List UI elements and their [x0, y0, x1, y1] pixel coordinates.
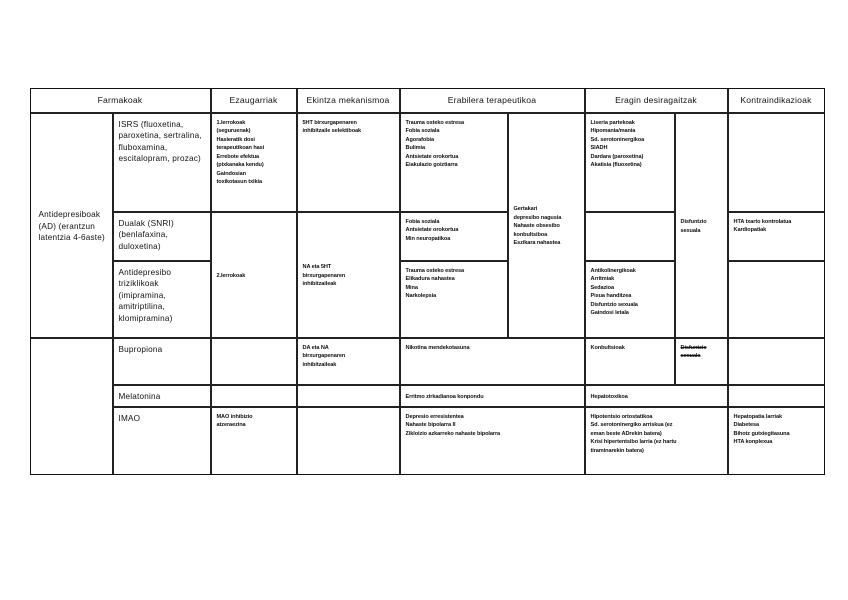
drug-name: Bupropiona — [118, 344, 163, 354]
list-item: Antsietate orokortua — [405, 227, 459, 233]
imao-ezaugarriak — [211, 407, 297, 475]
empty-cell — [297, 385, 400, 407]
isrs-eragin — [585, 113, 675, 212]
list-item: 5HT birxurgapenaren — [302, 119, 357, 126]
list-item: Gaindosian — [216, 170, 246, 177]
list-item: Depresio erresistentea — [405, 413, 464, 420]
list-item: Bihotz gutxiegitasuna — [733, 430, 790, 437]
list-item: inhibitzaile selektiboak — [302, 128, 362, 134]
list-item: eman beste ADrekin batera) — [590, 430, 662, 437]
list-item: Narkolepsia — [405, 293, 437, 299]
isrs-ezaugarriak — [211, 113, 297, 212]
list-item: HTA txarto kontrolatua — [733, 218, 792, 225]
list-item: Eszikara nahastea — [513, 240, 561, 247]
bupropiona-eragin — [585, 338, 675, 385]
list-item: Sd. serotoninergikoa — [590, 136, 645, 143]
header-eragin-desiragaitzak: Eragin desiragaitzak — [585, 88, 728, 113]
shared-ekintza — [297, 212, 400, 338]
shared-erabilera — [508, 113, 585, 338]
list-item: Sedazioa — [590, 284, 614, 291]
list-item: Trauma osteko estresa — [405, 119, 465, 126]
header-farmakoak: Farmakoak — [30, 88, 211, 113]
shared-ezaugarriak — [211, 212, 297, 338]
list-item: inhibitzaileak — [302, 361, 337, 368]
list-item: Disfuntzio sexuala — [590, 301, 638, 308]
list-item: (seguruenak) — [216, 128, 251, 134]
shared-erabilera-list — [514, 205, 562, 248]
drug-imao — [113, 407, 211, 475]
list-item: Bulimia — [405, 145, 426, 151]
list-item: toxikotasun txikia — [216, 179, 262, 185]
list-item: Min neuropatikoa — [405, 235, 451, 242]
empty-cell — [211, 385, 297, 407]
list-item: Dardara (paroxetina) — [590, 153, 644, 160]
list-item: Mina — [405, 284, 418, 291]
list-item: konbultsiboa — [513, 231, 548, 238]
list-item: Fobia soziala — [405, 218, 440, 225]
melatonina-erabilera — [400, 385, 585, 407]
list-item: Agorafobia — [405, 136, 435, 143]
header-erabilera-terapeutikoa: Erabilera terapeutikoa — [400, 88, 585, 113]
dualak-erabilera — [400, 212, 508, 261]
list-item: sexuala — [680, 227, 701, 234]
imao-eragin — [585, 407, 728, 475]
drug-triziklikoak — [113, 261, 211, 338]
empty-cell — [585, 212, 675, 261]
list-item: Akatisia (fluoxetina) — [590, 162, 642, 168]
shared-eragin — [675, 113, 728, 338]
list-item: Nahaste bipolarra II — [405, 422, 456, 428]
trizikl-eragin — [585, 261, 675, 338]
drug-name: Dualak (SNRI) (benlafaxina, duloxetina) — [118, 218, 174, 251]
empty-cell — [728, 113, 825, 212]
list-item: Hasieratik dosi — [216, 136, 255, 143]
list-item: Eiakulazio goiztiarra — [405, 162, 458, 168]
drug-dualak — [113, 212, 211, 261]
group-label: Antidepresiboak (AD) (erantzun latentzia 4-6aste) — [38, 210, 105, 243]
list-item: MAO inhibizio — [216, 413, 253, 420]
bupropiona-ekintza — [297, 338, 400, 385]
list-item: SIADH — [590, 145, 608, 151]
shared-ezaugarriak-text: 2.lerrokoak — [216, 272, 246, 279]
drug-melatonina — [113, 385, 211, 407]
eragin-text: Konbultsioak — [590, 344, 625, 351]
list-item: 1.lerrokoak — [216, 119, 246, 126]
list-item: HTA konplexua — [733, 439, 773, 445]
trizikl-erabilera — [400, 261, 508, 338]
list-item: Gertakari — [513, 206, 538, 213]
list-item: Liseria partekoak — [590, 119, 635, 126]
list-item: Krisi hipertentsibo larria (ez hartu — [590, 439, 677, 445]
list-item: Hipomania/mania — [590, 128, 636, 134]
list-item: Fobia soziala — [405, 128, 440, 134]
shared-ekintza-list — [303, 263, 346, 289]
list-item: tiraminarekin batera) — [590, 447, 644, 454]
empty-cell — [728, 385, 825, 407]
isrs-erabilera — [400, 113, 508, 212]
list-item: Elikadura nahastea — [405, 276, 455, 282]
list-item: Antsietate orokortua — [405, 153, 459, 160]
list-item: Disfuntzio — [680, 344, 707, 351]
drug-name: Antidepresibo triziklikoak (imipramina, amitriptilina, klomipramina) — [118, 267, 173, 323]
list-item: (pixkanaka kendu) — [216, 162, 264, 168]
bupropiona-erabilera — [400, 338, 585, 385]
drug-name: ISRS (fluoxetina, paroxetina, sertralina, fluboxamina, escitalopram, prozac) — [118, 119, 202, 163]
list-item: Zikloizio azkarreko nahaste bipolarra — [405, 430, 501, 437]
header-ezaugarriak: Ezaugarriak — [211, 88, 297, 113]
list-item: sexuala — [680, 353, 701, 359]
list-item: NA eta 5HT — [302, 264, 332, 271]
list-item: birxurgapenaren — [302, 353, 346, 359]
bupropiona-eragin-struck — [675, 338, 728, 385]
list-item: Hepatopatia larriak — [733, 413, 782, 420]
eragin-text: Hepatotoxikoa — [590, 393, 628, 400]
drug-bupropiona — [113, 338, 211, 385]
drug-name: IMAO — [118, 413, 141, 423]
group-antidepresiboak — [30, 113, 113, 338]
list-item: Sd. serotoninergiko arriskua (ez — [590, 422, 673, 428]
list-item: Pisua handitzea — [590, 293, 632, 299]
drug-isrs — [113, 113, 211, 212]
list-item: Disfuntzio — [680, 219, 707, 225]
drug-name: Melatonina — [118, 391, 161, 401]
list-item: Diabetesa — [733, 422, 760, 428]
melatonina-eragin — [585, 385, 728, 407]
empty-cell — [211, 338, 297, 385]
empty-cell — [728, 338, 825, 385]
shared-eragin-list — [681, 218, 707, 235]
list-item: Errebote efektua — [216, 153, 260, 160]
list-item: Arritmiak — [590, 276, 615, 282]
list-item: Antikolinergikoak — [590, 267, 636, 274]
list-item: terapeutikoan hasi — [216, 145, 265, 151]
list-item: Gaindosi letala — [590, 310, 629, 316]
list-item: DA eta NA — [302, 344, 329, 351]
dualak-kontraindikazioak — [728, 212, 825, 261]
imao-erabilera — [400, 407, 585, 475]
list-item: depresibo nagusia — [513, 214, 562, 221]
list-item: Trauma osteko estresa — [405, 267, 465, 274]
header-kontraindikazioak: Kontraindikazioak — [728, 88, 825, 113]
list-item: inhibitzaileak — [302, 281, 337, 288]
imao-kontraindikazioak — [728, 407, 825, 475]
header-ekintza-mekanismoa: Ekintza mekanismoa — [297, 88, 400, 113]
isrs-ekintza — [297, 113, 400, 212]
empty-cell — [728, 261, 825, 338]
list-item: Hipotentsio ortostatikoa — [590, 413, 653, 420]
erabilera-text: Nikotina mendekotasuna — [405, 344, 470, 351]
empty-cell — [297, 407, 400, 475]
list-item: birxurgapenaren — [302, 272, 346, 279]
list-item: Kardiopatiak — [733, 227, 767, 233]
erabilera-text: Erritmo zirkadianoa konpondu — [405, 393, 484, 400]
list-item: atzeraezina — [216, 422, 246, 428]
list-item: Nahaste obsesibo — [513, 223, 560, 230]
empty-cell — [30, 338, 113, 475]
